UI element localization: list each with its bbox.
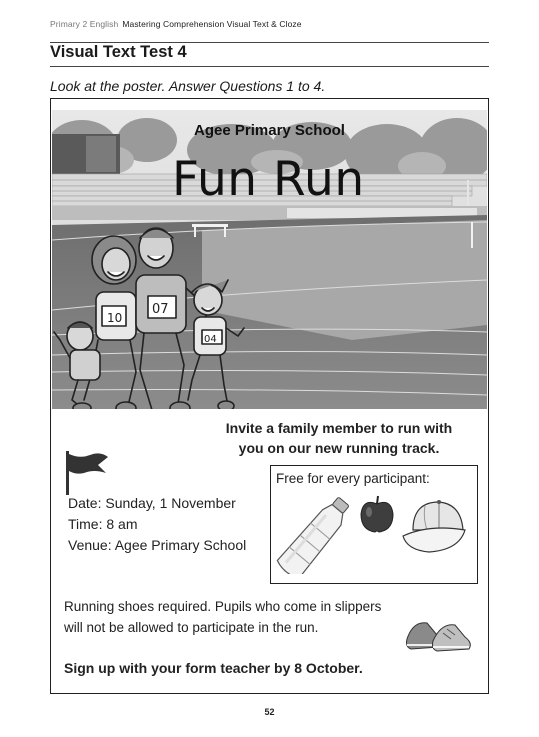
event-time: Time: 8 am [68, 516, 138, 532]
signup-text: Sign up with your form teacher by 8 October. [64, 660, 363, 676]
svg-text:07: 07 [152, 302, 169, 317]
rules-line-2: will not be allowed to participate in the run. [64, 620, 319, 635]
school-name: Agee Primary School [194, 122, 345, 139]
book-title: Mastering Comprehension Visual Text & Cloze [122, 19, 302, 29]
running-shoes-icon [403, 615, 475, 657]
water-bottle-icon [275, 496, 359, 574]
event-details [68, 493, 246, 556]
apple-icon [357, 494, 397, 534]
event-date: Date: Sunday, 1 November [68, 495, 236, 511]
svg-text:04: 04 [204, 334, 217, 345]
cap-icon [399, 496, 471, 556]
svg-text:10: 10 [107, 311, 123, 325]
fun-run-poster [50, 98, 489, 694]
invite-text [209, 418, 469, 458]
rules-line-1: Running shoes required. Pupils who come in slippers [64, 599, 382, 614]
instruction-text: Look at the poster. Answer Questions 1 to 4. [50, 78, 326, 94]
running-header [50, 19, 302, 29]
page-number: 52 [264, 707, 275, 717]
series-name: Primary 2 English [50, 19, 119, 29]
free-items-label: Free for every participant: [276, 471, 430, 486]
event-title: Fun Run [172, 152, 365, 207]
event-venue: Venue: Agee Primary School [68, 537, 247, 553]
rules-text [64, 596, 424, 638]
flag-icon [64, 451, 110, 495]
title-rule-bottom [50, 66, 489, 67]
running-track-photo [52, 110, 487, 409]
invite-line-2: you on our new running track. [238, 440, 440, 456]
section-title: Visual Text Test 4 [50, 43, 187, 61]
invite-line-1: Invite a family member to run with [225, 420, 453, 436]
free-items-box [270, 465, 478, 584]
